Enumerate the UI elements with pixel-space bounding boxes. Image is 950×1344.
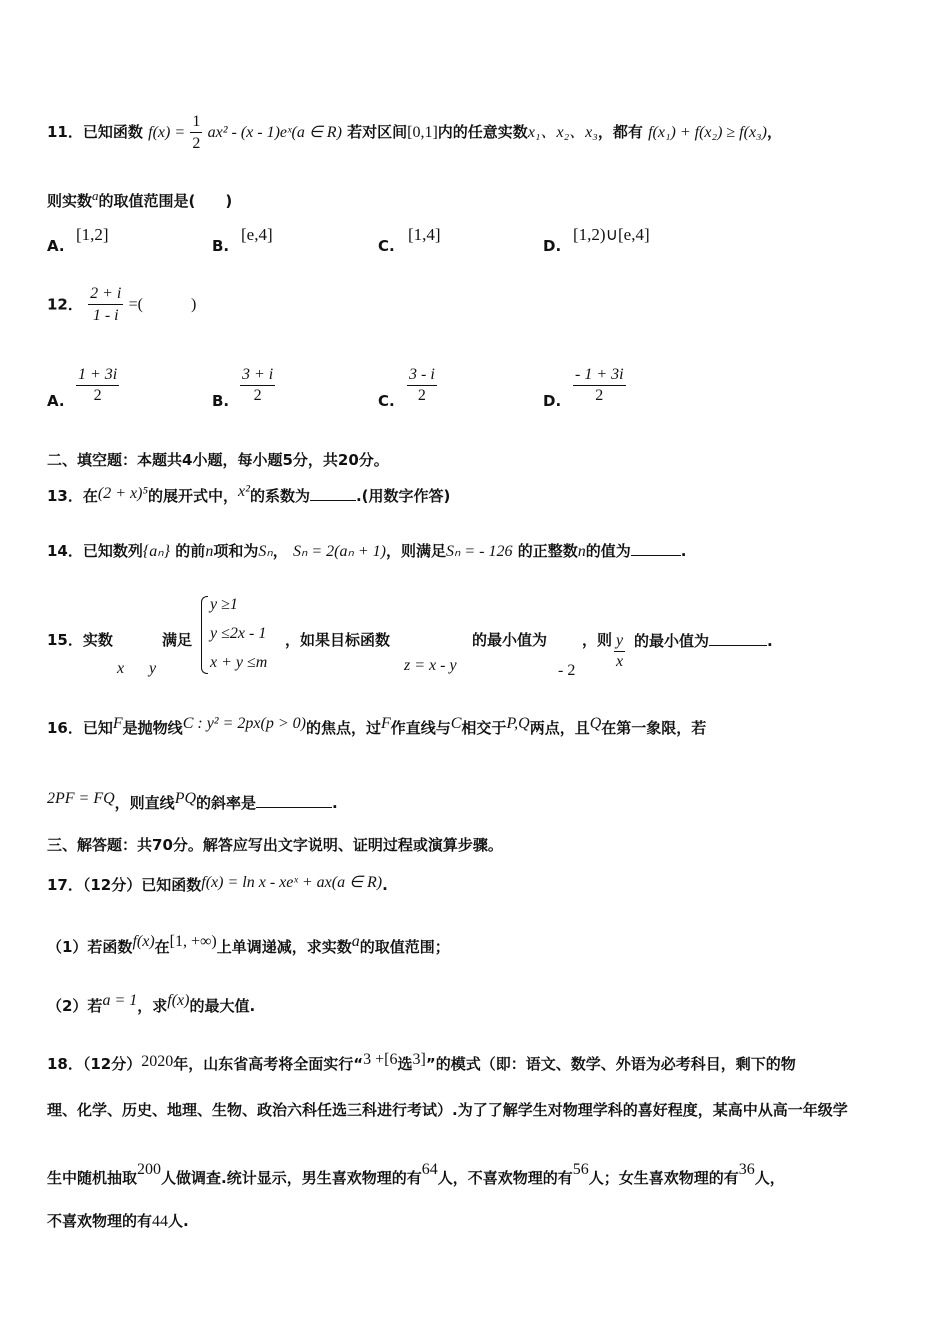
q17-part1: （1）若函数f(x)在[1, +∞)上单调递减，求实数a的取值范围；: [47, 933, 450, 956]
q11-option-a-value[interactable]: [1,2]: [76, 225, 109, 244]
q18-line1: 18．（12分）2020年，山东省高考将全面实行“3 +[6选3]”的模式（即：语文、数学、外语为必考科目，剩下的物: [47, 1051, 796, 1073]
q18-line3: 生中随机抽取200人做调查.统计显示，男生喜欢物理的有64人，不喜欢物理的有56人；女生喜欢物理的有36人，: [47, 1161, 785, 1187]
q11-option-a-label[interactable]: A.: [47, 237, 65, 255]
q16-line1: 16．已知F是抛物线C : y² = 2px(p > 0)的焦点，过F作直线与C相交于P,Q两点，且Q在第一象限，若: [47, 715, 707, 737]
q14-condition: Sₙ = - 126: [445, 543, 513, 560]
q12-fraction: $\frac{2 + i}{1 - i}$: [90, 285, 122, 325]
q12-option-d-label[interactable]: D.: [543, 392, 562, 410]
q14-line: 14．已知数列{aₙ} 的前n项和为Sₙ， Sₙ = 2(aₙ + 1)，则满足Sₙ = - 126 的正整数n的值为 .: [47, 542, 687, 560]
q16-parabola: C : y² = 2px(p > 0): [182, 715, 306, 732]
q12-line: 12． $\frac{2 + i}{1 - i}$ =( ): [47, 285, 197, 325]
q15-constraint-1: y ≥1: [210, 596, 238, 613]
q15-system-brace: [201, 596, 208, 674]
q12-option-c-value[interactable]: $\frac{3 - i}{2}$: [409, 366, 435, 404]
q12-option-a-label[interactable]: A.: [47, 392, 65, 410]
q11-line1: 11．已知函数 f(x) = $\frac{1}{2}$ ax² - (x - 1)eˣ(a ∈ R) 若对区间[0,1]内的任意实数x₁、x₂、x₃，都有 f(x₁) + f(x₂) ≥ f(x₃)，: [47, 113, 782, 153]
q12-option-a-value[interactable]: $\frac{1 + 3i}{2}$: [78, 366, 118, 404]
q15-y: y: [149, 660, 157, 677]
q17-function: f(x) = ln x - xeˣ + ax(a ∈ R): [201, 874, 383, 891]
q17-line: 17．（12分）已知函数f(x) = ln x - xeˣ + ax(a ∈ R).: [47, 874, 388, 894]
q15-ratio: $\frac{y}{x}$: [616, 632, 624, 670]
q11-function-lhs: f(x) =: [148, 124, 186, 142]
section-2-heading: 二、填空题：本题共4小题，每小题5分，共20分。: [47, 451, 389, 469]
q12-option-b-label[interactable]: B.: [212, 392, 230, 410]
q13-answer-blank[interactable]: [310, 486, 356, 501]
q17-number: 17．: [47, 876, 83, 894]
q11-option-b-value[interactable]: [e,4]: [241, 225, 273, 244]
q12-option-c-label[interactable]: C.: [378, 392, 395, 410]
q13-line: 13．在(2 + x)⁵的展开式中，x²的系数为 .(用数字作答): [47, 483, 451, 505]
q11-interval: [0,1]: [407, 124, 438, 142]
q12-option-b-value[interactable]: $\frac{3 + i}{2}$: [242, 366, 274, 404]
q14-equation: Sₙ = 2(aₙ + 1): [292, 543, 386, 560]
q11-option-b-label[interactable]: B.: [212, 237, 230, 255]
q11-number: 11．: [47, 123, 83, 142]
q11-half: $\frac{1}{2}$: [192, 113, 201, 153]
q18-line2: 理、化学、历史、地理、生物、政治六科任选三科进行考试）.为了了解学生对物理学科的喜好程度，某高中从高一年级学: [47, 1101, 848, 1119]
q11-option-c-label[interactable]: C.: [378, 237, 395, 255]
q11-vars: x₁、x₂、x₃: [527, 124, 598, 142]
q16-condition: 2PF = FQ: [47, 790, 115, 807]
q16-line2: 2PF = FQ，则直线PQ的斜率是 .: [47, 790, 338, 812]
q11-line2: 则实数a的取值范围是( ): [47, 188, 233, 210]
exam-page: 11．已知函数 f(x) = $\frac{1}{2}$ ax² - (x - 1)eˣ(a ∈ R) 若对区间[0,1]内的任意实数x₁、x₂、x₃，都有 f(x₁) + f(x₂) ≥ f(x₃)， 则实数a的取值范围是( ) A. [1,2] B. [e,4] C. [1,4] D. [1,2)∪[e,4] 12． $\frac{2 + i}{1 - i}$ =( ) A. $\frac{1 + 3i}{2}$ B. $\frac{3 + i}{2}$ C. $\frac{3 - i}{2}$ D. $\frac{- 1 + 3i}{2}$ 二、填空题：本题共4小题，每小题5分，共20分。 13．在(2 + x)⁵的展开式中，x²的系数为 .(用数字作答) 14．已知数列{aₙ} 的前n项和为Sₙ， Sₙ = 2(aₙ + 1)，则满足Sₙ = - 126 的正整数n的值为 . 15．实数 x y 满足 y ≥1 y ≤2x - 1 x + y ≤m ，如果目标函数 z = x - y 的最小值为 - 2 ，则 $\frac{y}{x}$ 的最小值为 . 16．已知F是抛物线C : y² = 2px(p > 0)的焦点，过F作直线与C相交于P,Q两点，且Q在第一象限，若 2PF = FQ，则直线PQ的斜率是 . 三、解答题：共70分。解答应写出文字说明、证明过程或演算步骤。 17．（12分）已知函数f(x) = ln x - xeˣ + ax(a ∈ R). （1）若函数f(x)在[1, +∞)上单调递减，求实数a的取值范围； （2）若a = 1，求f(x)的最大值. 18．（12分）2020年，山东省高考将全面实行“3 +[6选3]”的模式（即：语文、数学、外语为必考科目，剩下的物 理、化学、历史、地理、生物、政治六科任选三科进行考试）.为了了解学生对物理学科的喜好程度，某高中从高一年级学 生中随机抽取200人做调查.统计显示，男生喜欢物理的有64人，不喜欢物理的有56人；女生喜欢物理的有36人， 不喜欢物理的有44人.: [47, 113, 848, 1230]
q11-option-d-value[interactable]: [1,2)∪[e,4]: [573, 225, 650, 244]
q15-constraint-2: y ≤2x - 1: [210, 625, 267, 642]
q13-expression: (2 + x)⁵: [97, 485, 149, 502]
q15-x: x: [117, 660, 125, 677]
q12-number: 12．: [47, 295, 83, 314]
q15-constraint-3: x + y ≤m: [210, 654, 268, 671]
q12-option-d-value[interactable]: $\frac{- 1 + 3i}{2}$: [575, 366, 624, 404]
q17-part2: （2）若a = 1，求f(x)的最大值.: [47, 992, 256, 1015]
q11-option-c-value[interactable]: [1,4]: [408, 225, 441, 244]
q14-answer-blank[interactable]: [631, 541, 681, 556]
q15-answer-blank[interactable]: [709, 631, 767, 646]
q16-answer-blank[interactable]: [256, 793, 332, 808]
q14-number: 14．: [47, 542, 83, 560]
q16-number: 16．: [47, 719, 83, 737]
q15-objective: z = x - y: [404, 657, 457, 674]
q18-line4: 不喜欢物理的有44人.: [47, 1212, 189, 1230]
q15-number: 15．: [47, 631, 83, 649]
q11-option-d-label[interactable]: D.: [543, 237, 562, 255]
q11-inequality: f(x₁) + f(x₂) ≥ f(x₃): [648, 124, 767, 142]
q18-number: 18．: [47, 1055, 83, 1073]
q15-line: 15．实数: [47, 631, 113, 649]
q11-function-rhs: ax² - (x - 1)eˣ(a ∈ R): [207, 124, 342, 142]
q13-number: 13．: [47, 487, 83, 505]
q15-min-value: - 2: [558, 662, 576, 679]
section-3-heading: 三、解答题：共70分。解答应写出文字说明、证明过程或演算步骤。: [47, 836, 503, 854]
